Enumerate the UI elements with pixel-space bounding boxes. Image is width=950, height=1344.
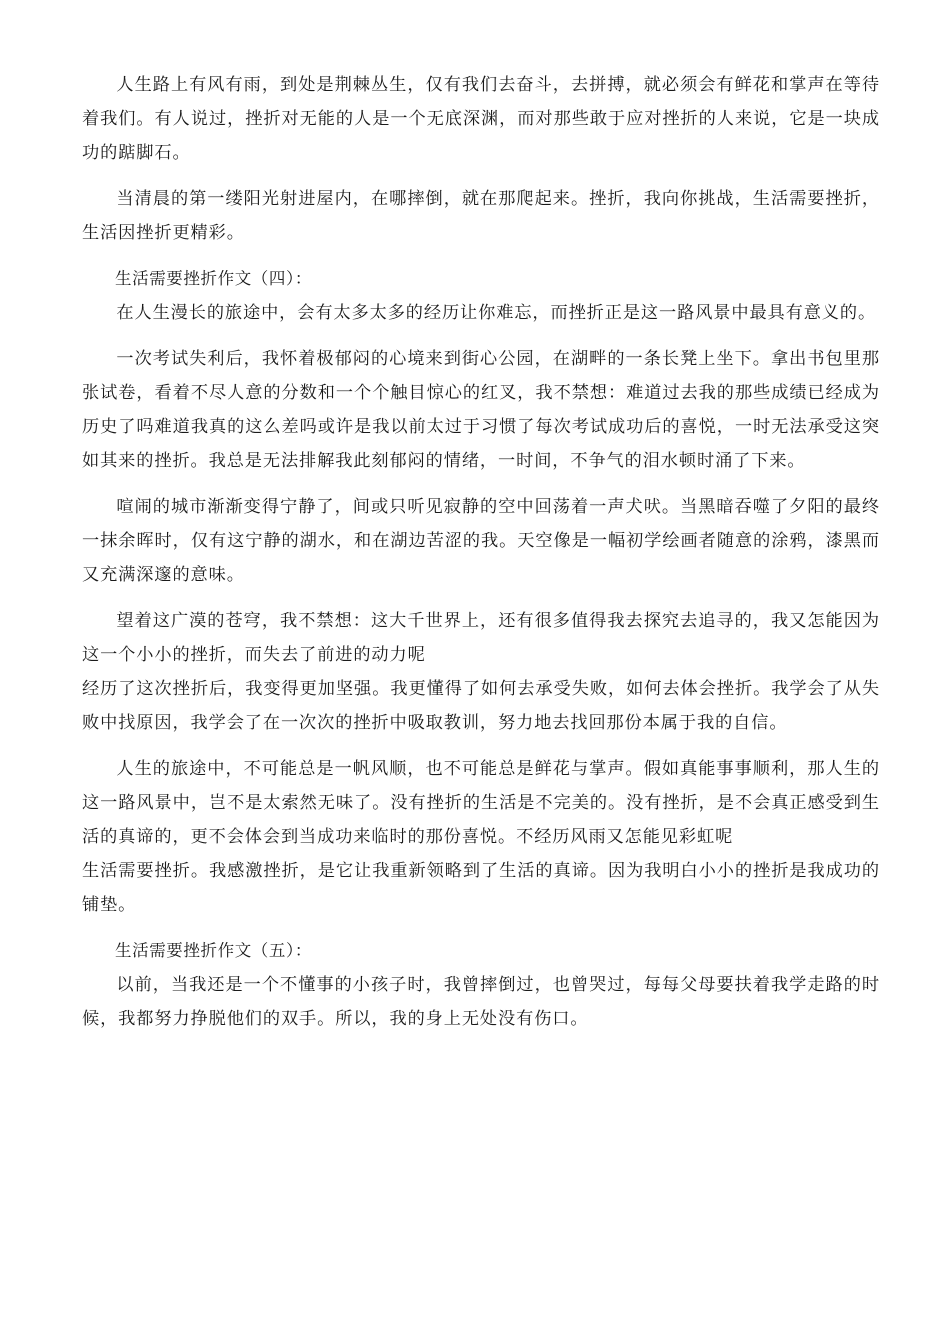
paragraph-9: 生活需要挫折。我感激挫折，是它让我重新领略到了生活的真谛。因为我明白小小的挫折是我成功的铺垫。 xyxy=(82,861,880,915)
paragraph-2: 当清晨的第一缕阳光射进屋内，在哪摔倒，就在那爬起来。挫折，我向你挑战，生活需要挫折，生活因挫折更精彩。 xyxy=(82,189,880,243)
paragraph-6: 望着这广漠的苍穹，我不禁想：这大千世界上，还有很多值得我去探究去追寻的，我又怎能因为这一个小小的挫折，而失去了前进的动力呢 xyxy=(82,611,880,665)
paragraph-5: 喧闹的城市渐渐变得宁静了，间或只听见寂静的空中回荡着一声犬吠。当黑暗吞噬了夕阳的最终一抹余晖时，仅有这宁静的湖水，和在湖边苦涩的我。天空像是一幅初学绘画者随意的涂鸦，漆黑而又充满深邃的意味。 xyxy=(82,497,880,585)
paragraph-3: 在人生漫长的旅途中，会有太多太多的经历让你难忘，而挫折正是这一路风景中最具有意义的。 xyxy=(116,303,877,323)
paragraph-7: 经历了这次挫折后，我变得更加坚强。我更懂得了如何去承受失败，如何去体会挫折。我学会了从失败中找原因，我学会了在一次次的挫折中吸取教训，努力地去找回那份本属于我的自信。 xyxy=(82,679,880,733)
section-heading-4: 生活需要挫折作文（四）： xyxy=(115,269,312,288)
paragraph-4: 一次考试失利后，我怀着极郁闷的心境来到街心公园，在湖畔的一条长凳上坐下。拿出书包里那张试卷，看着不尽人意的分数和一个个触目惊心的红叉，我不禁想：难道过去我的那些成绩已经成为历史了吗难道我真的这么差吗或许是我以前太过于习惯了每次考试成功后的喜悦，一时无法承受这突如其来的挫折。我总是无法排解我此刻郁闷的情绪，一时间，不争气的泪水顿时涌了下来。 xyxy=(82,349,880,471)
paragraph-1: 人生路上有风有雨，到处是荆棘丛生，仅有我们去奋斗，去拼搏，就必须会有鲜花和掌声在等待着我们。有人说过，挫折对无能的人是一个无底深渊，而对那些敢于应对挫折的人来说，它是一块成功的踮脚石。 xyxy=(82,75,880,163)
section-heading-5: 生活需要挫折作文（五）： xyxy=(115,941,312,960)
paragraph-10: 以前，当我还是一个不懂事的小孩子时，我曾摔倒过，也曾哭过，每每父母要扶着我学走路的时候，我都努力挣脱他们的双手。所以，我的身上无处没有伤口。 xyxy=(82,975,880,1029)
paragraph-8: 人生的旅途中，不可能总是一帆风顺，也不可能总是鲜花与掌声。假如真能事事顺利，那人生的这一路风景中，岂不是太索然无味了。没有挫折的生活是不完美的。没有挫折，是不会真正感受到生活的真谛的，更不会体会到当成功来临时的那份喜悦。不经历风雨又怎能见彩虹呢 xyxy=(82,759,880,847)
